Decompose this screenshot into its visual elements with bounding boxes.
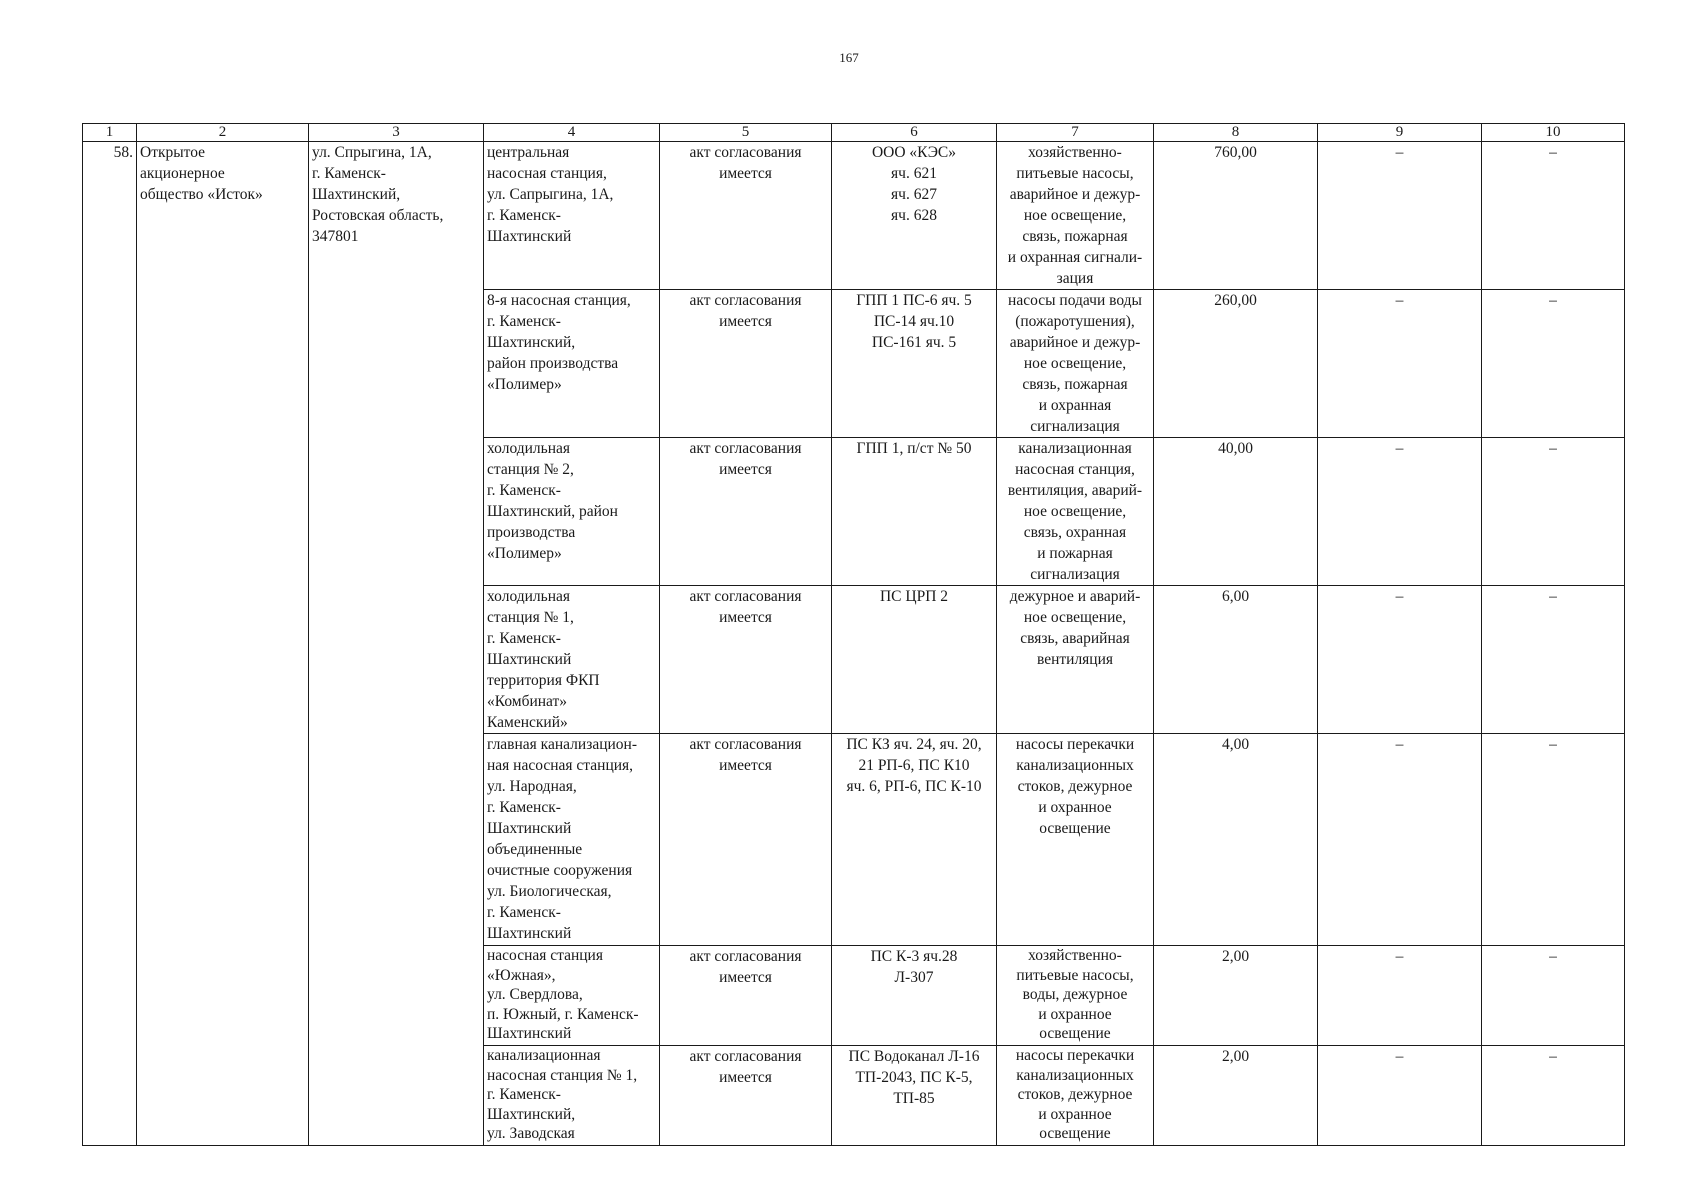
act-status: акт согласования имеется — [660, 438, 832, 586]
object-name: насосная станция «Южная», ул. Свердлова, п. Южный, г. Каменск- Шахтинский — [484, 946, 660, 1046]
act-status: акт согласования имеется — [660, 1046, 832, 1146]
equipment-list: канализационная насосная станция, вентиляция, аварий- ное освещение, связь, охранная и пожарная сигнализация — [997, 438, 1154, 586]
equipment-list: насосы перекачки канализационных стоков, дежурное и охранное освещение — [997, 1046, 1154, 1146]
act-status: акт согласования имеется — [660, 290, 832, 438]
column-10-value: – — [1482, 586, 1625, 734]
object-name: центральная насосная станция, ул. Сапрыгина, 1А, г. Каменск- Шахтинский — [484, 142, 660, 290]
column-9-value: – — [1318, 586, 1482, 734]
equipment-list: насосы перекачки канализационных стоков, дежурное и охранное освещение — [997, 734, 1154, 946]
equipment-list: хозяйственно- питьевые насосы, аварийное и дежур- ное освещение, связь, пожарная и охранная сигнали- зация — [997, 142, 1154, 290]
power-value: 4,00 — [1154, 734, 1318, 946]
power-value: 2,00 — [1154, 1046, 1318, 1146]
power-source: ПС Водоканал Л-16 ТП-2043, ПС К-5, ТП-85 — [832, 1046, 997, 1146]
column-10-value: – — [1482, 438, 1625, 586]
column-9-value: – — [1318, 290, 1482, 438]
object-name: холодильная станция № 1, г. Каменск- Шахтинский территория ФКП «Комбинат» Каменский» — [484, 586, 660, 734]
row-number: 58. — [83, 142, 137, 1146]
column-number: 7 — [997, 124, 1154, 142]
object-name: холодильная станция № 2, г. Каменск- Шахтинский, район производства «Полимер» — [484, 438, 660, 586]
power-value: 760,00 — [1154, 142, 1318, 290]
column-9-value: – — [1318, 734, 1482, 946]
power-source: ГПП 1, п/ст № 50 — [832, 438, 997, 586]
page-number: 167 — [839, 50, 859, 65]
column-number: 4 — [484, 124, 660, 142]
act-status: акт согласования имеется — [660, 142, 832, 290]
column-number: 6 — [832, 124, 997, 142]
object-name: главная канализацион- ная насосная станция, ул. Народная, г. Каменск- Шахтинский объединенные очистные сооружения ул. Биологическая, г. Каменск- Шахтинский — [484, 734, 660, 946]
equipment-list: хозяйственно- питьевые насосы, воды, дежурное и охранное освещение — [997, 946, 1154, 1046]
power-source: ГПП 1 ПС-6 яч. 5 ПС-14 яч.10 ПС-161 яч. 5 — [832, 290, 997, 438]
column-10-value: – — [1482, 290, 1625, 438]
column-10-value: – — [1482, 946, 1625, 1046]
equipment-list: насосы подачи воды (пожаротушения), аварийное и дежур- ное освещение, связь, пожарная и охранная сигнализация — [997, 290, 1154, 438]
column-number-row — [83, 124, 1625, 142]
column-9-value: – — [1318, 946, 1482, 1046]
column-number: 9 — [1318, 124, 1482, 142]
column-10-value: – — [1482, 1046, 1625, 1146]
power-value: 40,00 — [1154, 438, 1318, 586]
power-source: ПС ЦРП 2 — [832, 586, 997, 734]
power-source: ПС К-3 яч.28 Л-307 — [832, 946, 997, 1046]
column-number: 1 — [83, 124, 137, 142]
column-10-value: – — [1482, 734, 1625, 946]
organization-name: Открытое акционерное общество «Исток» — [137, 142, 309, 1146]
power-source: ПС КЗ яч. 24, яч. 20, 21 РП-6, ПС К10 яч. 6, РП-6, ПС К-10 — [832, 734, 997, 946]
power-source: ООО «КЭС» яч. 621 яч. 627 яч. 628 — [832, 142, 997, 290]
column-9-value: – — [1318, 142, 1482, 290]
act-status: акт согласования имеется — [660, 734, 832, 946]
document-table — [82, 123, 1625, 1146]
act-status: акт согласования имеется — [660, 586, 832, 734]
organization-address: ул. Спрыгина, 1А, г. Каменск- Шахтинский, Ростовская область, 347801 — [309, 142, 484, 1146]
column-10-value: – — [1482, 142, 1625, 290]
column-number: 10 — [1482, 124, 1625, 142]
table-row — [83, 142, 1625, 290]
act-status: акт согласования имеется — [660, 946, 832, 1046]
column-number: 5 — [660, 124, 832, 142]
column-number: 8 — [1154, 124, 1318, 142]
column-number: 2 — [137, 124, 309, 142]
object-name: канализационная насосная станция № 1, г. Каменск- Шахтинский, ул. Заводская — [484, 1046, 660, 1146]
power-value: 260,00 — [1154, 290, 1318, 438]
column-9-value: – — [1318, 1046, 1482, 1146]
power-value: 6,00 — [1154, 586, 1318, 734]
object-name: 8-я насосная станция, г. Каменск- Шахтинский, район производства «Полимер» — [484, 290, 660, 438]
column-number: 3 — [309, 124, 484, 142]
column-9-value: – — [1318, 438, 1482, 586]
power-value: 2,00 — [1154, 946, 1318, 1046]
equipment-list: дежурное и аварий- ное освещение, связь, аварийная вентиляция — [997, 586, 1154, 734]
